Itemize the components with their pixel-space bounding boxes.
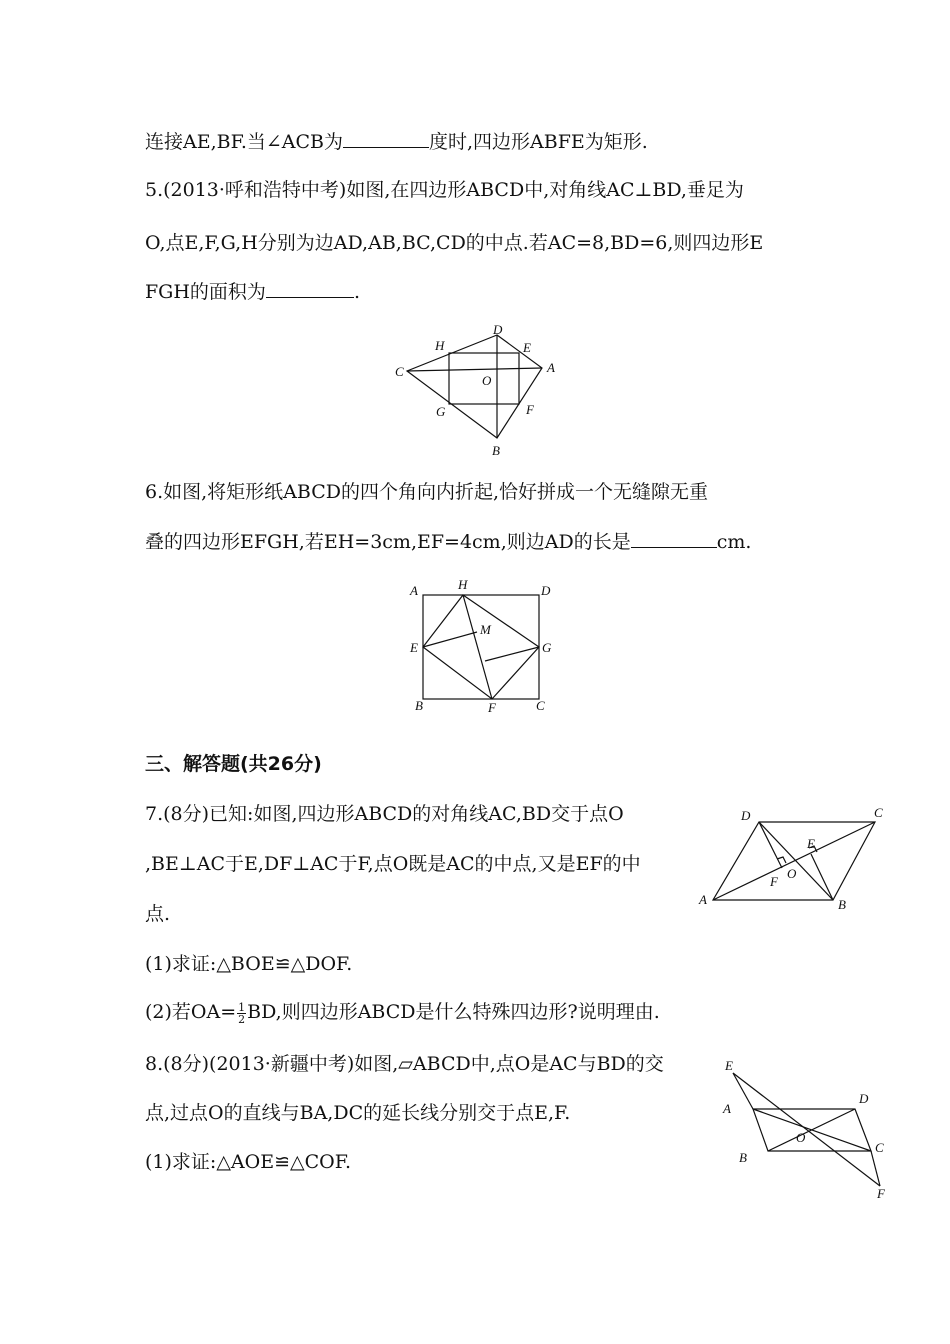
fig5-quadrilateral-abcd	[407, 335, 542, 438]
fig6-rectangle-abcd	[423, 595, 539, 699]
section-3-heading: 三、解答题(共26分)	[145, 753, 322, 775]
fig8-label-b: B	[739, 1150, 747, 1165]
fig6-line-em	[423, 632, 477, 647]
fig7-label-d: D	[741, 808, 751, 823]
q4-text-a: 连接AE,BF.当∠ACB为	[145, 131, 343, 153]
fig5-label-c: C	[395, 364, 404, 379]
q5-line3	[145, 278, 360, 306]
fig5-label-g: G	[436, 404, 446, 419]
fig6-line-gm	[485, 647, 539, 661]
fig7-segment-df	[759, 822, 782, 868]
q7-frac-denominator: 2	[238, 1012, 246, 1026]
q5-line3-a: FGH的面积为	[145, 281, 266, 303]
fig7-label-a: A	[699, 892, 707, 907]
fig6-line-hf	[463, 595, 492, 699]
q7-line2: ,BE⊥AC于E,DF⊥AC于F,点O既是AC的中点,又是EF的中	[145, 853, 641, 875]
q4-text-b: 度时,四边形ABFE为矩形.	[429, 131, 648, 153]
fig8-line-ef	[733, 1073, 880, 1186]
fig5-label-e: E	[523, 340, 531, 355]
q7-line1: 7.(8分)已知:如图,四边形ABCD的对角线AC,BD交于点O	[145, 803, 624, 825]
q6-line2	[145, 528, 751, 556]
fig7-label-o: O	[787, 866, 797, 881]
q7-part2	[145, 998, 660, 1026]
q7-line3: 点.	[145, 903, 171, 925]
fig6-label-g: G	[542, 640, 552, 655]
fig8-label-f: F	[877, 1186, 885, 1201]
q8-line2: 点,过点O的直线与BA,DC的延长线分别交于点E,F.	[145, 1102, 571, 1124]
q8-line1: 8.(8分)(2013·新疆中考)如图,▱ABCD中,点O是AC与BD的交	[145, 1053, 664, 1075]
fig7-segment-be	[811, 854, 833, 900]
fig5-label-b: B	[492, 443, 500, 458]
fig8-label-e: E	[725, 1058, 733, 1073]
q5-answer-blank[interactable]	[266, 279, 354, 298]
q6-line2-a: 叠的四边形EFGH,若EH=3cm,EF=4cm,则边AD的长是	[145, 531, 631, 553]
q6-line2-b: cm.	[716, 531, 752, 553]
figure-q7	[693, 800, 893, 915]
q4-answer-blank[interactable]	[343, 129, 429, 148]
fig6-label-f: F	[488, 700, 496, 715]
fig5-label-o: O	[482, 373, 492, 388]
fig5-label-h: H	[435, 338, 445, 353]
fig5-label-a: A	[547, 360, 555, 375]
fig8-label-d: D	[859, 1091, 869, 1106]
q6-line1: 6.如图,将矩形纸ABCD的四个角向内折起,恰好拼成一个无缝隙无重	[145, 481, 709, 503]
q7-fraction	[237, 1002, 246, 1025]
fig6-quadrilateral-efgh	[423, 595, 539, 699]
fig6-label-h: H	[458, 577, 468, 592]
figure-q6	[405, 577, 555, 717]
q7-frac-numerator: 1	[238, 1000, 246, 1014]
fig8-diagonal-bd	[768, 1109, 855, 1151]
fig6-label-b: B	[415, 698, 423, 713]
fig8-label-a: A	[723, 1101, 731, 1116]
fig6-label-c: C	[536, 698, 545, 713]
q6-answer-blank[interactable]	[631, 529, 717, 548]
fig7-diagonal-ac	[713, 822, 875, 900]
fig5-label-f: F	[526, 402, 534, 417]
figure-q8	[715, 1056, 895, 1201]
q7-part2-b: BD,则四边形ABCD是什么特殊四边形?说明理由.	[247, 1001, 660, 1023]
q5-line1: 5.(2013·呼和浩特中考)如图,在四边形ABCD中,对角线AC⊥BD,垂足为	[145, 179, 744, 201]
q5-line3-b: .	[353, 281, 360, 303]
fig7-label-e: E	[807, 836, 815, 851]
fig6-label-e: E	[410, 640, 418, 655]
fig5-label-d: D	[493, 322, 503, 337]
q4-tail-line	[145, 128, 648, 156]
q8-part1: (1)求证:△AOE≌△COF.	[145, 1151, 352, 1173]
q5-line2: O,点E,F,G,H分别为边AD,AB,BC,CD的中点.若AC=8,BD=6,则四边形E	[145, 232, 764, 254]
fig7-label-b: B	[838, 897, 846, 912]
fig8-label-o: O	[796, 1130, 806, 1145]
fig5-diagonal-ac	[407, 368, 542, 371]
fig6-label-d: D	[541, 583, 551, 598]
fig6-label-m: M	[480, 622, 491, 637]
fig8-extension-ae	[733, 1073, 753, 1109]
fig6-label-a: A	[410, 583, 418, 598]
figure-q5	[390, 318, 560, 463]
q7-part2-a: (2)若OA=	[145, 1001, 237, 1023]
fig7-label-c: C	[874, 805, 883, 820]
fig8-label-c: C	[875, 1140, 884, 1155]
q7-part1: (1)求证:△BOE≌△DOF.	[145, 953, 353, 975]
fig7-label-f: F	[770, 874, 778, 889]
